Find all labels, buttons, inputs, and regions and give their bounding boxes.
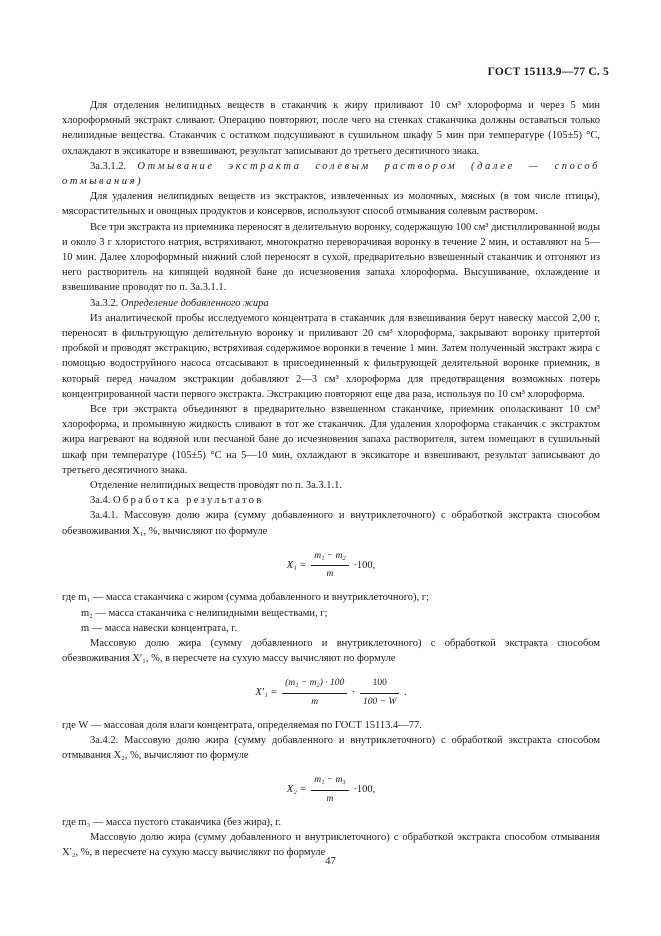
formula-rhs: ·100,	[353, 560, 376, 571]
paragraph-3a-4-1: 3а.4.1. Массовую долю жира (сумму добавленного и внутриклеточного) с обработкой экстракта способом обезвоживания X₁, %, вычисляют по формуле	[62, 510, 600, 537]
section-title: Обработка результатов	[113, 495, 264, 507]
section-title: Определение добавленного жира	[120, 297, 269, 309]
formula-legend-3: где m₃ — масса пустого стаканчика (без жира), г.	[62, 816, 282, 828]
formula-dot: ·	[351, 687, 356, 699]
formula-lhs: X₁ =	[286, 560, 307, 571]
formula-fraction	[311, 549, 349, 582]
paragraph-added-fat-drying: Все три экстракта объединяют в предварительно взвешенном стаканчике, приемник ополаскивают 10 см³ хлороформа, и промывную жидкость сливают в тот же стаканчик. Для удаления хлороформа стаканчик с экстрактом жира нагревают на водяной или песчаной бане до исчезновения запаха растворителя, затем помещают в сушильный шкаф при температуре (105±5) °С на 5—10 мин, охлаждают в эксикаторе и взвешивают, результат записывают до третьего десятичного знака.	[62, 404, 600, 476]
formula-end: .	[403, 687, 407, 699]
paragraph-3a-4-2: 3а.4.2. Массовую долю жира (сумму добавленного и внутриклеточного) с обработкой экстракта способом отмывания X₂, %, вычисляют по формуле	[62, 734, 600, 762]
section-3a-3-2-heading	[62, 296, 600, 311]
formula-fraction	[311, 773, 349, 806]
paragraph-nonlipid-reference: Отделение нелипидных веществ проводят по п. 3а.3.1.1.	[90, 480, 342, 492]
paragraph-x2-dry: Массовую долю жира (сумму добавленного и внутриклеточного) с обработкой экстракта способом отмывания X′₂, %, в пересчете на сухую массу вычисляют по формуле	[62, 831, 600, 859]
formula-rhs: ·100,	[353, 784, 376, 796]
formula-lhs: X₂ =	[286, 784, 307, 796]
legend-line: m — масса навески концентрата, г.	[81, 622, 238, 634]
formula-legend-2: где W — массовая доля влаги концентрата, определяемая по ГОСТ 15113.4—77.	[62, 719, 422, 731]
legend-line: m₂ — масса стаканчика с нелипидными веществами, г;	[81, 607, 328, 619]
fraction-denominator: m	[311, 696, 319, 707]
legend-line: где m₁ — масса стаканчика с жиром (суммa добавленного и внутриклеточного), г;	[62, 592, 430, 604]
paragraph-x1-dry: Массовую долю жира (сумму добавленного и внутриклеточного) с обработкой экстракта способом обезвоживания X′₁, %, в пересчете на сухую массу вычисляют по формуле	[62, 637, 600, 665]
document-body	[62, 98, 600, 860]
page-header: ГОСТ 15113.9—77 С. 5	[487, 66, 609, 78]
page-number: 47	[325, 856, 336, 867]
section-title: Отмывание экстракта солевым раствором (далее — способ отмывания)	[62, 160, 601, 188]
formula-x1	[62, 549, 600, 582]
formula-x1-prime	[62, 676, 600, 709]
fraction-numerator: 100	[360, 676, 399, 693]
formula-x2	[62, 773, 600, 806]
fraction-numerator: m₁ − m₃	[311, 773, 349, 790]
formula-legend-1	[62, 590, 600, 636]
section-number: 3а.4.	[90, 495, 111, 507]
paragraph-added-fat-extraction: Из аналитической пробы исследуемого концентрата в стаканчик для взвешивания берут навеску массой 2,00 г, переносят в фильтрующую делительную воронку и приливают 20 см³ хлороформа, закрывают воронку притертой пробкой и проводят экстракцию, встряхивая содержимое воронки в течение 1 мин. Затем полученный экстракт жира с помощью водоструйного насоса отсасывают в присоединенный к фильтрующей делительной воронке приемник, в который перед началом экстракции добавляют 2—3 см³ хлороформа для предотвращения возможных потерь концентрированной части первого экстракта. Экстракцию повторяют еще два раза, используя по 10 см³ хлороформа.	[62, 312, 600, 400]
section-number: 3а.3.1.2.	[90, 160, 127, 172]
formula-fraction	[360, 676, 399, 709]
fraction-denominator: 100 − W	[363, 696, 397, 707]
paragraph-saline-wash-scope: Для удаления нелипидных веществ из экстрактов, извлеченных из молочных, мясных (в том числе птицы), мясорастительных и овощных продуктов и консервов, используют способ отмывания солевым раствором.	[62, 191, 600, 218]
section-3a-3-1-2-heading	[62, 159, 600, 189]
section-3a-4-heading	[62, 493, 600, 508]
fraction-numerator: m₁ − m₂	[311, 549, 349, 566]
fraction-denominator: m	[326, 569, 334, 580]
formula-fraction	[282, 676, 347, 709]
fraction-numerator: (m₁ − m₂) · 100	[282, 676, 347, 693]
paragraph-nonlipid-separation: Для отделения нелипидных веществ в стаканчик к жиру приливают 10 см³ хлороформа и через 5 мин хлороформный экстракт сливают. Операцию повторяют, после чего на стенках стаканчика должны оставаться только нелипидные вещества. Стаканчик с остатком подсушивают в сушильном шкафу 5 мин при температуре (105±5) °С, охлаждают в эксикаторе и взвешивают, результат записывают до третьего десятичного знака.	[62, 100, 600, 157]
formula-lhs: X′₁ =	[255, 687, 278, 699]
fraction-denominator: m	[326, 793, 334, 804]
paragraph-saline-wash-procedure: Все три экстракта из приемника переносят в делительную воронку, содержащую 100 см³ дистиллированной воды и около 3 г хлористого натрия, встряхивают, многократно переворачивая воронку в течение 2 мин, и оставляют на 5—10 мин. Далее хлороформный нижний слой переносят в сухой, предварительно взвешенный стаканчик и отгоняют из него растворитель на кипящей водяной бане до исчезновения запаха хлороформа. Высушивание, охлаждение и взвешивание проводят по п. 3а.3.1.1.	[62, 221, 600, 294]
section-number: 3а.3.2.	[90, 297, 119, 309]
